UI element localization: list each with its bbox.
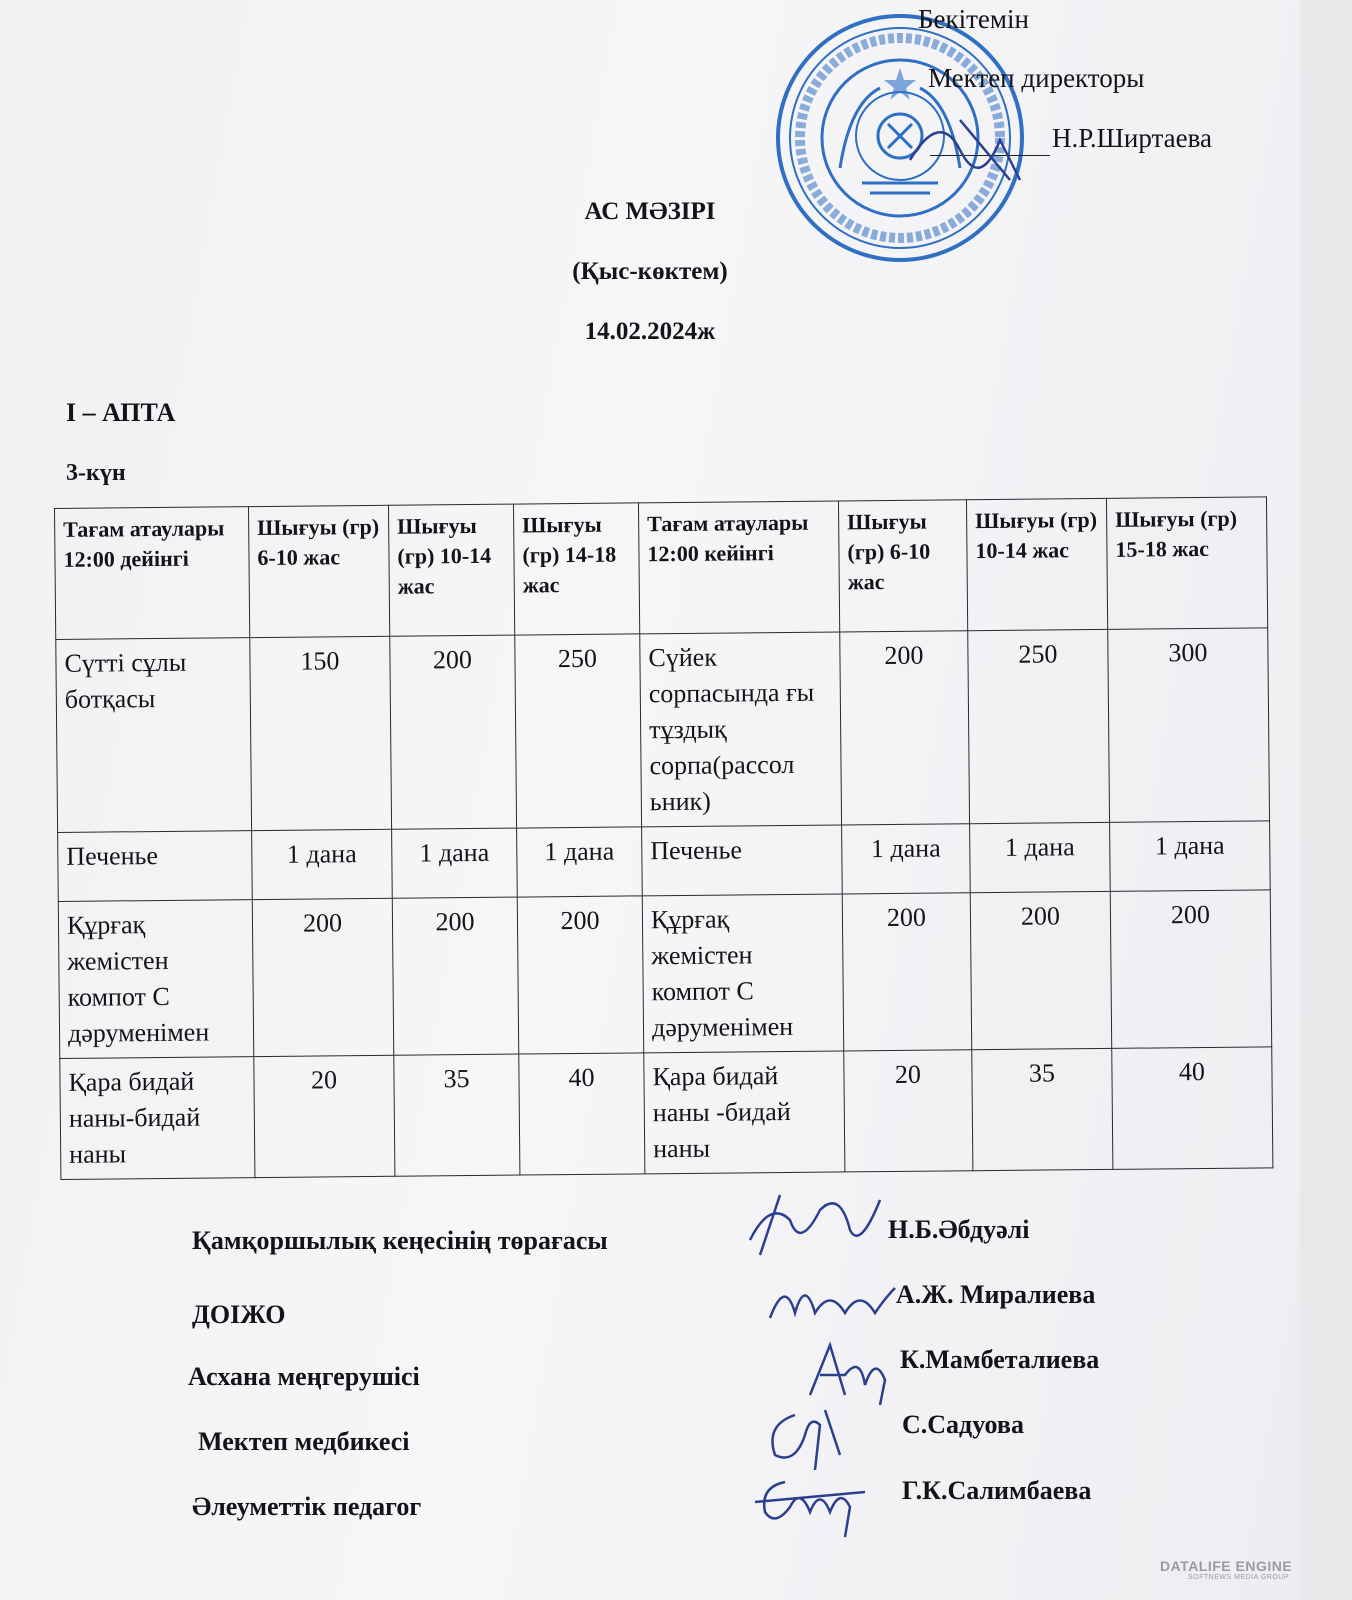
header-output-10-14: Шығуы (гр) 10-14 жас	[966, 498, 1107, 630]
header-output-15-18: Шығуы (гр) 15-18 жас	[1106, 497, 1267, 630]
document-title: АС МӘЗІРІ	[584, 198, 716, 225]
table-cell: 200	[840, 631, 970, 825]
table-row	[56, 628, 1270, 833]
signer-role: Асхана меңгерушісі	[188, 1362, 420, 1391]
table-cell: 200	[390, 635, 517, 829]
table-cell: Құрғақ жемістен компот С дәруменімен	[58, 900, 253, 1059]
table-cell: 20	[844, 1050, 973, 1172]
watermark-brand: DATALIFE ENGINE	[1160, 1558, 1293, 1574]
table-cell: 1 дана	[1110, 821, 1271, 892]
table-row	[60, 1047, 1273, 1180]
table-cell: 300	[1108, 628, 1270, 823]
table-header-row	[55, 497, 1268, 640]
header-output-6-10: Шығуы (гр) 6-10 жас	[248, 505, 389, 637]
signer-role: Әлеуметтік педагог	[192, 1492, 422, 1521]
header-output-6-10: Шығуы (гр) 6-10 жас	[838, 500, 967, 632]
table-cell: 200	[392, 897, 519, 1055]
table-cell: 1 дана	[970, 822, 1111, 892]
watermark-sub: SOFTNEWS MEDIA GROUP	[1188, 1574, 1290, 1581]
signer-name: Г.К.Салимбаева	[902, 1476, 1092, 1505]
signer-name: К.Мамбеталиева	[900, 1345, 1100, 1374]
table-cell: Печенье	[58, 831, 253, 902]
table-cell: 35	[394, 1054, 520, 1176]
header-dish-after-noon: Тағам атаулары 12:00 кейінгі	[638, 501, 839, 634]
signature-icon	[740, 1180, 890, 1260]
table-cell: 40	[1112, 1047, 1273, 1170]
signature-icon	[745, 1462, 875, 1542]
signer-role: ДОІЖО	[192, 1300, 286, 1329]
table-cell: 200	[842, 893, 972, 1051]
header-output-10-14: Шығуы (гр) 10-14 жас	[388, 504, 514, 636]
table-cell: 40	[519, 1053, 645, 1175]
signer-name: С.Садуова	[902, 1410, 1024, 1439]
day-label: 3-күн	[66, 460, 126, 486]
table-cell: Сүйек сорпасында ғы тұздық сорпа(рассол ьник)	[640, 632, 842, 827]
table-cell: 35	[972, 1048, 1113, 1170]
table-cell: 1 дана	[252, 829, 393, 899]
signer-name: А.Ж. Миралиева	[896, 1280, 1096, 1309]
week-label: I – АПТА	[66, 398, 176, 427]
signer-role: Мектеп медбикесі	[198, 1427, 410, 1456]
watermark	[1160, 1558, 1292, 1581]
approval-position: Мектеп директоры	[928, 63, 1145, 93]
menu-table	[54, 496, 1273, 1180]
table-cell: Қара бидай наны-бидай наны	[60, 1057, 255, 1180]
document-season: (Қыс-көктем)	[572, 258, 728, 285]
table-cell: 1 дана	[517, 827, 643, 897]
header-dish-before-noon: Тағам атаулары 12:00 дейінгі	[55, 507, 250, 640]
table-cell: 200	[252, 898, 394, 1056]
table-cell: 250	[968, 629, 1110, 823]
table-row	[58, 821, 1271, 902]
header-output-14-18: Шығуы (гр) 14-18 жас	[513, 503, 639, 635]
director-signature-icon	[900, 100, 1050, 190]
table-cell: 250	[515, 634, 642, 828]
signature-icon	[760, 1268, 900, 1338]
table-cell: 1 дана	[842, 824, 971, 894]
table-cell: 200	[517, 896, 644, 1054]
signer-role: Қамқоршылық кеңесінің төрағасы	[192, 1226, 608, 1255]
approval-label: Бекітемін	[918, 4, 1029, 34]
table-row	[58, 890, 1271, 1059]
signer-name: Н.Б.Әбдуәлі	[888, 1215, 1030, 1244]
approval-director-name: Н.Р.Ширтаева	[1052, 123, 1212, 153]
table-cell: Сүтті сұлы ботқасы	[56, 638, 252, 833]
table-cell: 1 дана	[392, 828, 518, 898]
document-date: 14.02.2024ж	[584, 318, 716, 345]
table-cell: Печенье	[642, 825, 843, 896]
table-cell: 20	[254, 1055, 395, 1177]
table-cell: Қара бидай наны -бидай наны	[644, 1051, 845, 1174]
table-cell: Құрғақ жемістен компот С дәруменімен	[642, 894, 843, 1053]
table-cell: 200	[970, 891, 1112, 1049]
table-cell: 200	[1110, 890, 1271, 1049]
table-cell: 150	[250, 636, 392, 830]
